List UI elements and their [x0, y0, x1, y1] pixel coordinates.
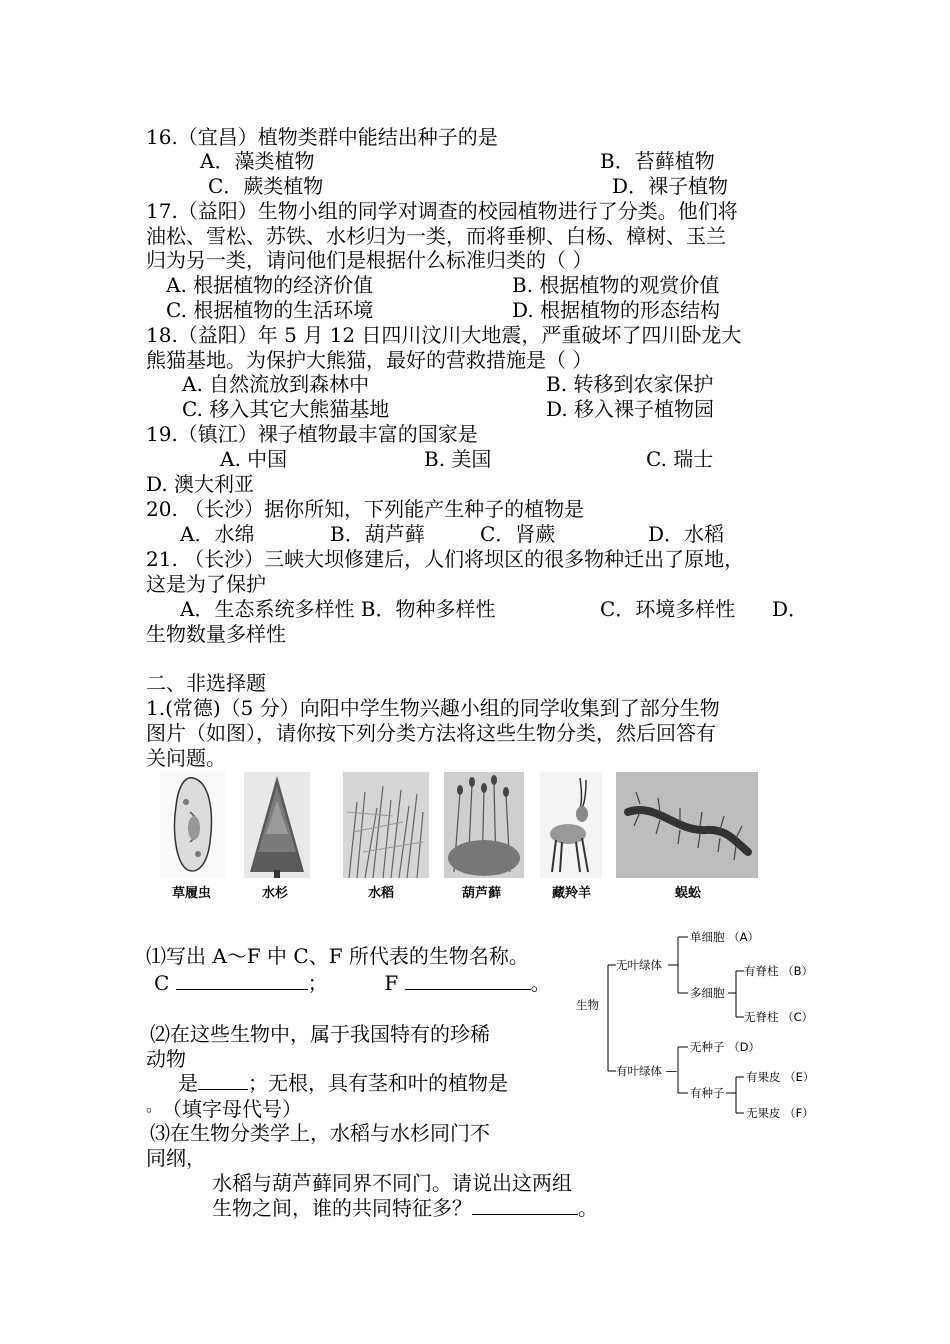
answer-blank-rare-animal[interactable] — [198, 1071, 248, 1090]
tree-root: 生物 — [576, 998, 599, 1012]
antelope-image — [540, 772, 602, 878]
sub3-line1: ⑶在生物分类学上，水稻与水杉同门不 — [150, 1121, 490, 1145]
metasequoia-image — [244, 772, 310, 878]
sub1-c-label: C — [154, 971, 170, 995]
q19-option-c: C. 瑞士 — [646, 447, 714, 471]
question-20-stem: 20. （长沙）据你所知，下列能产生种子的植物是 — [146, 497, 585, 521]
question-18-line2: 熊猫基地。为保护大熊猫，最好的营救措施是（ ） — [146, 348, 593, 372]
q17-option-c: C. 根据植物的生活环境 — [166, 298, 374, 322]
question-17-line2: 油松、雪松、苏铁、水杉归为一类，而将垂柳、白杨、樟树、玉兰 — [146, 224, 726, 248]
section-heading: 二、非选择题 — [146, 671, 266, 695]
sub1-semicolon: ； — [307, 971, 328, 995]
sub1-prompt: ⑴写出 A～F 中 C、F 所代表的生物名称。 — [146, 944, 529, 968]
sub2-line3-text: ；无根，具有茎和叶的植物是 — [248, 1071, 508, 1095]
tree-has-chlorophyll: 有叶绿体 — — [616, 1064, 678, 1078]
caption-centipede: 蜈蚣 — [675, 886, 702, 901]
q18-option-d: D. 移入裸子植物园 — [546, 397, 715, 421]
tree-vertebrate: 有脊柱 （B） — [744, 964, 814, 978]
q16-option-d: D．裸子植物 — [612, 174, 729, 198]
q20-option-c: C．肾蕨 — [480, 522, 556, 546]
q18-option-b: B. 转移到农家保护 — [546, 372, 714, 396]
sub3-line3: 水稻与葫芦藓同界不同门。请说出这两组 — [212, 1171, 572, 1195]
answer-blank-common-traits[interactable] — [472, 1196, 578, 1215]
q21-options-ab: A．生态系统多样性 B．物种多样性 — [180, 597, 496, 621]
answer-blank-f[interactable] — [405, 971, 531, 990]
tree-no-chlorophyll: 无叶绿体 — [616, 958, 662, 972]
q17-option-a: A. 根据植物的经济价值 — [166, 273, 374, 297]
q21-option-d-prefix: D． — [772, 597, 809, 621]
question-19-stem: 19.（镇江）裸子植物最丰富的国家是 — [146, 422, 478, 446]
q17-option-b: B. 根据植物的观赏价值 — [512, 273, 720, 297]
caption-antelope: 藏羚羊 — [552, 886, 592, 901]
q16-option-b: B．苔藓植物 — [600, 149, 715, 173]
tree-multicellular: 多细胞 — [690, 986, 725, 1000]
question-17-line1: 17.（益阳）生物小组的同学对调查的校园植物进行了分类。他们将 — [146, 199, 738, 223]
sub1-period: 。 — [530, 971, 551, 995]
classification-tree — [572, 925, 842, 1130]
q20-option-a: A．水绵 — [180, 522, 255, 546]
caption-moss: 葫芦藓 — [462, 886, 502, 901]
sub2-line3-prefix: 是 — [178, 1071, 198, 1095]
nq1-line2: 图片（如图），请你按下列分类方法将这些生物分类，然后回答有 — [146, 721, 716, 745]
sub3-line4 — [212, 1196, 598, 1220]
q16-option-a: A．藻类植物 — [200, 149, 315, 173]
tree-no-pericarp: 无果皮 （F） — [746, 1106, 814, 1120]
q20-option-d: D．水稻 — [648, 522, 725, 546]
rice-image — [343, 772, 429, 878]
tree-has-pericarp: 有果皮 （E） — [746, 1070, 815, 1084]
sub2-line4: （填字母代号） — [162, 1097, 302, 1121]
q17-option-d: D. 根据植物的形态结构 — [512, 298, 721, 322]
question-16-stem: 16.（宜昌）植物类群中能结出种子的是 — [146, 125, 498, 149]
q18-option-c: C. 移入其它大熊猫基地 — [182, 397, 390, 421]
sub3-period: 。 — [578, 1196, 598, 1220]
moss-image — [444, 772, 524, 878]
caption-paramecium: 草履虫 — [172, 886, 212, 901]
q18-option-a: A. 自然流放到森林中 — [182, 372, 370, 396]
tree-has-seed: 有种子 — [690, 1086, 725, 1100]
nq1-line1: 1.(常德)（5 分）向阳中学生物兴趣小组的同学收集到了部分生物 — [146, 696, 720, 720]
q19-option-a: A. 中国 — [220, 447, 288, 471]
nq1-line3: 关问题。 — [146, 746, 226, 770]
caption-metasequoia: 水杉 — [262, 886, 289, 901]
q19-option-b: B. 美国 — [424, 447, 492, 471]
q16-option-c: C．蕨类植物 — [208, 174, 324, 198]
sub3-line4-text: 生物之间，谁的共同特征多？ — [212, 1196, 472, 1220]
sub1-answer-line — [154, 971, 551, 995]
sub3-line2: 同纲， — [146, 1146, 206, 1170]
question-21-line1: 21. （长沙）三峡大坝修建后，人们将坝区的很多物种迁出了原地， — [146, 547, 745, 571]
question-21-line2: 这是为了保护 — [146, 572, 266, 596]
question-17-line3: 归为另一类，请问他们是根据什么标准归类的（ ） — [146, 248, 593, 272]
sub2-line2: 动物 — [146, 1047, 186, 1071]
q21-option-d-text: 生物数量多样性 — [146, 622, 286, 646]
q20-option-b: B．葫芦藓 — [330, 522, 425, 546]
question-18-line1: 18.（益阳）年 5 月 12 日四川汶川大地震，严重破坏了四川卧龙大 — [146, 323, 742, 347]
sub2-line3 — [178, 1071, 508, 1095]
tree-no-seed: 无种子 （D） — [690, 1040, 761, 1054]
classification-tree-svg — [572, 925, 842, 1130]
sub2-line1: ⑵在这些生物中，属于我国特有的珍稀 — [150, 1022, 490, 1046]
sub1-f-label: F — [384, 971, 399, 995]
centipede-image — [616, 772, 758, 878]
answer-blank-c[interactable] — [176, 971, 308, 990]
q19-option-d: D. 澳大利亚 — [146, 472, 255, 496]
tree-unicellular: 单细胞 （A） — [690, 930, 760, 944]
tree-invertebrate: 无脊柱 （C） — [744, 1010, 814, 1024]
caption-rice: 水稻 — [368, 886, 395, 901]
sub2-period: 。 — [146, 1096, 163, 1115]
q21-option-c: C．环境多样性 — [600, 597, 736, 621]
paramecium-image — [160, 772, 226, 878]
